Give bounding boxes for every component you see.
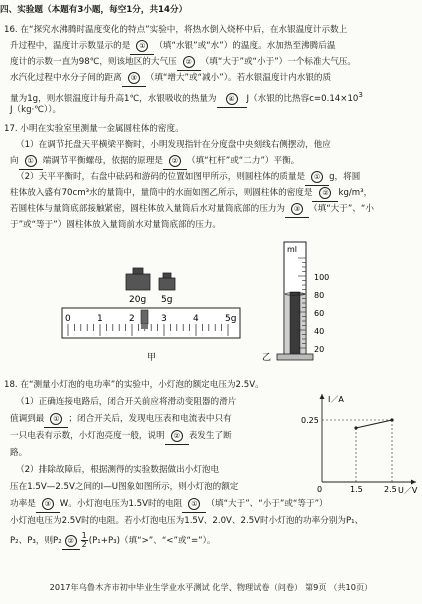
q16-line-1: 16. 在“探究水沸腾时温度变化的特点”实验中，将热水倒入烧杯中后，在水银温度计示数上 <box>4 25 348 35</box>
q17-blank-4: ② <box>312 186 338 202</box>
x-tick-label: 2.5 <box>384 485 397 494</box>
fraction-one-half: $\frac{1}{2}$ <box>81 531 87 549</box>
iu-curve <box>356 420 392 428</box>
q18-blank-2: ② <box>165 429 189 445</box>
q17-line-5: 柱体放入盛有70cm³水的量筒中，量筒中的水面如图乙所示，则圆柱体的密度是 ② kg/m³， <box>0 186 422 202</box>
q18-line-5: 路。 <box>10 448 28 458</box>
q18-blank-5: ② <box>62 534 80 550</box>
graduated-cylinder-icon <box>277 242 313 360</box>
q18-blank-1: ① <box>44 412 68 428</box>
q17-blank-1: ① <box>19 154 43 170</box>
q18-line-1: 18. 在“测量小灯泡的电功率”的实验中，小灯泡的额定电压为2.5V。 <box>4 380 264 390</box>
ruler-label: 5g <box>225 314 237 324</box>
q17-line-3: 向 ① 端调节平衡螺母，依据的原理是 ② （填“杠杆”或“二力”）平衡。 <box>0 154 422 170</box>
q17-line-7: 于”或“等于”）圆柱体放入量筒前水对量筒底部的压力。 <box>10 220 222 230</box>
data-point <box>390 418 393 421</box>
y-axis-label: I／A <box>328 395 344 404</box>
q17-line-1: 17. 小明在实验室里测量一金属圆柱体的密度。 <box>4 124 184 134</box>
y-axis-arrow-icon <box>320 394 325 399</box>
q18-blank-3: ③ <box>36 497 60 513</box>
ruler-label: 0 <box>65 314 71 324</box>
q16-blank-3: ③ <box>122 71 146 87</box>
q18-line-3: 值调到最 ① ；闭合开关后，发现电压表和电流表中只有 <box>0 412 422 428</box>
q17-blank-3: ① <box>305 170 329 186</box>
q17-blank-2: ② <box>163 154 187 170</box>
iu-graph <box>300 390 420 494</box>
x-axis-label: U／V <box>398 486 418 494</box>
q18-blank-4: ① <box>182 497 206 513</box>
cylinder-unit: ml <box>287 245 298 254</box>
q16-blank-4: ④ <box>217 92 247 108</box>
q16-blank-2: ② <box>177 55 201 71</box>
q17-line-6: 若圆柱体与量筒底部接触紧密，圆柱体放入量筒后水对量筒底部的压力为 ③ （填“大于”、“小 <box>0 202 422 218</box>
q16-line-6: J（kg·℃））。 <box>10 105 62 115</box>
q17-blank-5: ③ <box>285 202 309 218</box>
rider-base <box>141 324 148 329</box>
cylinder-tick-label: 20 <box>314 345 325 354</box>
q16-line-4: 水汽化过程中水分子间的距离 ③ （填“增大”或“减小”）。若水银温度计内水银的质 <box>0 71 422 87</box>
q17-line-2: （1）在调节托盘天平横梁平衡时，小明发现指针在分度盘中央刻线右侧摆动，他应 <box>16 140 331 150</box>
q18-line-6: （2）排除故障后，根据测得的实验数据做出小灯泡电 <box>16 465 220 475</box>
q18-line-4: 一只电表有示数，小灯泡亮度一般，说明 ② 表发生了断 <box>0 429 422 445</box>
q16-blank-1: ① <box>130 39 154 55</box>
data-point <box>354 426 357 429</box>
page-footer: 2017年乌鲁木齐市初中毕业生学业水平测试 化学、物理试卷（问卷） 第9页 （共10页） <box>49 582 373 592</box>
q18-line-10: P₂、P₃，则P₂ ② $\frac{1}{2}$ (P₁+P₃)（填“>”、“<”或“=”）。 <box>10 531 216 549</box>
section-title: 四、实验题（本题有3小题，每空1分，共14分） <box>0 5 188 15</box>
cylinder-tick-label: 80 <box>314 291 325 300</box>
figure-balance-cylinder <box>0 236 422 376</box>
q18-line-7: 压在1.5V—2.5V之间的I—U图象如图所示，则小灯泡的额定 <box>10 482 239 492</box>
x-tick-label: 1.5 <box>350 485 363 494</box>
ruler-label: 2 <box>129 314 135 324</box>
ruler-label: 1 <box>97 314 103 324</box>
ruler-label: 3 <box>161 314 167 324</box>
balance-scale-ruler <box>62 308 240 338</box>
x-tick-label: 0 <box>317 485 323 494</box>
caption-yi: 乙 <box>262 353 272 363</box>
q18-line-8: 功率是 ③ W。小灯泡电压为1.5V时的电阻 ① （填“大于”、“小于”或“等于”） <box>0 497 422 513</box>
q16-line-3: 度计的示数一直为98℃，则该地区的大气压 ② （填“大于”或“小于”）一个标准大气压。 <box>0 55 422 71</box>
rider-icon <box>141 310 148 324</box>
q16-line-5: 量为1g，则水银温度计每升高1℃，水银吸收的热量为 ④ J（水银的比热容$c=0.14\times 10^3$ <box>0 87 422 108</box>
cylinder-tick-label: 100 <box>314 273 330 282</box>
y-tick-label: 0.25 <box>301 416 319 425</box>
cylinder-tick-label: 40 <box>314 327 325 336</box>
x-axis-arrow-icon <box>411 480 416 485</box>
weight-20g-icon <box>126 268 150 290</box>
cylinder-tick-label: 60 <box>314 309 325 318</box>
q16-line-2: 升过程中，温度计示数显示的是 ① （填“水银”或“水”）的温度。水加热至沸腾后温 <box>0 39 422 55</box>
weight-label-20g: 20g <box>129 295 147 305</box>
ruler-label: 4 <box>193 314 199 324</box>
q17-line-4: （2）天平平衡时，右盘中砝码和游码的位置如图甲所示，则圆柱体的质量是 ① g，将圆 <box>0 170 422 186</box>
caption-jia: 甲 <box>147 353 157 363</box>
q18-line-9: 小灯泡电压为2.5V时的电阻。若小灯泡电压为1.5V、2.0V、2.5V时小灯泡的功率分别为P₁、 <box>10 516 364 526</box>
q18-line-2: （1）正确连接电路后，闭合开关前应将滑动变阻器的滑片 <box>16 397 237 407</box>
weight-label-5g: 5g <box>161 295 173 305</box>
weight-5g-icon <box>159 273 175 290</box>
